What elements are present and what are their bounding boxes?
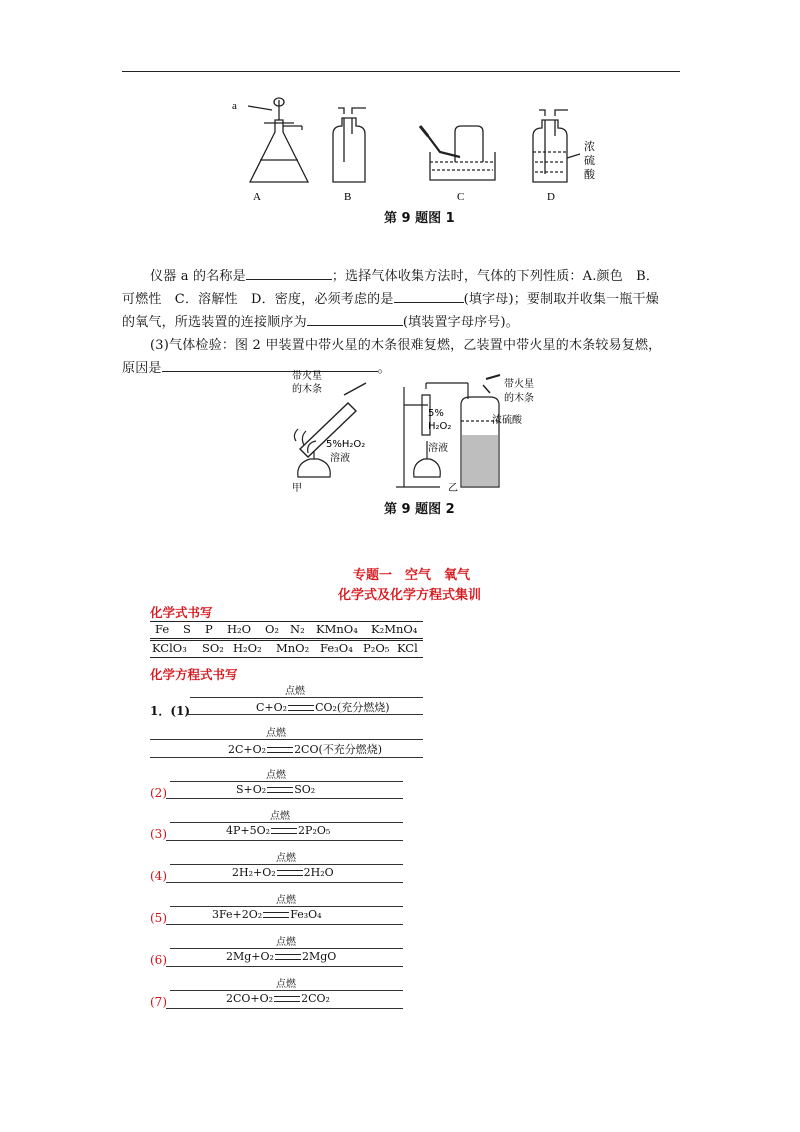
eq-5-text	[212, 908, 322, 921]
q-text: 可燃性 C．溶解性 D．密度，必须考虑的是	[122, 292, 394, 307]
apparatus-d-drying-bottle	[533, 110, 580, 182]
q-text: 的氧气，所选装置的连接顺序为	[122, 315, 307, 330]
apparatus-a-flask	[248, 98, 308, 182]
eq-rule	[170, 906, 403, 907]
eq-rule	[150, 739, 423, 740]
eq-condition: 点燃	[276, 853, 296, 864]
eq-rule	[186, 714, 423, 715]
formula-cell: Fe₃O₄	[320, 641, 353, 655]
eq-right: CO₂(充分燃烧)	[315, 701, 390, 714]
eq-sign	[277, 870, 303, 876]
formula-cell: P₂O₅	[363, 641, 390, 655]
eq-7-text	[226, 992, 330, 1005]
formula-cell: P	[205, 622, 213, 636]
yi-label-solution2: 溶液	[428, 443, 448, 454]
eq-rule	[170, 781, 403, 782]
question-line-2	[122, 288, 682, 311]
eq-right: 2CO(不充分燃烧)	[294, 743, 383, 756]
acid-label-3: 酸	[584, 168, 595, 181]
eq-sign	[274, 996, 300, 1002]
eq-right: 2CO₂	[301, 992, 330, 1005]
acid-label-1: 浓	[584, 140, 595, 153]
formula-cell: O₂	[265, 622, 280, 636]
eq-condition: 点燃	[276, 895, 296, 906]
eq-left: S+O₂	[236, 783, 267, 796]
eq-rule	[166, 966, 403, 967]
eq-rule	[190, 697, 423, 698]
eq-rule	[166, 882, 403, 883]
eq-sign	[267, 747, 293, 753]
eq-left: 2CO+O₂	[226, 992, 274, 1005]
eq-3-text	[226, 824, 330, 837]
eq-condition: 点燃	[266, 728, 286, 739]
eq-rule	[166, 924, 403, 925]
formula-cell: K₂MnO₄	[371, 622, 418, 636]
yi-label-acid: 浓硫酸	[492, 415, 522, 426]
yi-name: 乙	[448, 483, 458, 494]
eq-1b-text	[228, 741, 382, 757]
formula-cell: N₂	[290, 622, 305, 636]
eq-right: Fe₃O₄	[290, 908, 322, 921]
equation-header: 化学方程式书写	[150, 667, 238, 682]
eq-rule	[166, 840, 403, 841]
figure-1-caption: 第 9 题图 1	[384, 211, 455, 226]
section-title: 专题一 空气 氧气	[353, 568, 471, 583]
formula-cell: KMnO₄	[316, 622, 358, 636]
eq-number: (4)	[150, 869, 167, 883]
question-line-1	[150, 265, 690, 288]
eq-number: (2)	[150, 786, 167, 800]
eq-number: 1．(1)	[150, 704, 191, 718]
eq-number: (6)	[150, 953, 167, 967]
label-A: A	[253, 191, 261, 203]
acid-label-2: 硫	[584, 154, 595, 167]
eq-right: 2P₂O₅	[298, 824, 331, 837]
eq-left: 3Fe+2O₂	[212, 908, 263, 921]
formula-cell: Fe	[155, 622, 170, 636]
formula-cell: H₂O₂	[233, 641, 262, 655]
figure-2-apparatus	[278, 365, 548, 495]
answer-blank-properties	[394, 288, 464, 303]
eq-sign	[288, 705, 314, 711]
eq-4-text	[232, 866, 334, 879]
formula-row-1	[150, 621, 423, 639]
apparatus-b-bottle	[333, 108, 366, 182]
eq-left: 4P+5O₂	[226, 824, 271, 837]
eq-condition: 点燃	[276, 937, 296, 948]
formula-header: 化学式书写	[150, 605, 213, 620]
jia-label-solution: 5%H₂O₂	[326, 439, 366, 450]
answer-blank-order	[307, 311, 403, 326]
eq-right: SO₂	[294, 783, 316, 796]
eq-right: 2MgO	[301, 950, 337, 963]
eq-2-text	[236, 783, 315, 796]
eq-condition: 点燃	[276, 979, 296, 990]
q-text: ；选择气体收集方法时，气体的下列性质：A.颜色 B．	[331, 269, 660, 284]
q-text: 。	[377, 361, 391, 376]
q-text: 原因是	[122, 361, 162, 376]
eq-1-text	[256, 699, 390, 715]
label-B: B	[344, 191, 352, 203]
eq-rule	[166, 1008, 403, 1009]
eq-rule	[170, 990, 403, 991]
q-text: (填装置字母序号)。	[402, 315, 519, 330]
formula-cell: KCl	[397, 641, 418, 655]
formula-cell: H₂O	[227, 622, 252, 636]
formula-cell: SO₂	[202, 641, 224, 655]
top-rule	[122, 71, 680, 72]
eq-right: 2H₂O	[303, 866, 334, 879]
eq-left: 2Mg+O₂	[226, 950, 274, 963]
label-a: a	[232, 100, 237, 112]
jia-label-top: 带火星	[292, 371, 322, 382]
jia-label-top2: 的木条	[292, 384, 322, 395]
eq-rule	[170, 864, 403, 865]
yi-label-solution: H₂O₂	[428, 421, 452, 432]
eq-sign	[267, 787, 293, 793]
yi-label-top2: 的木条	[504, 393, 534, 404]
answer-blank-instrument	[246, 265, 332, 280]
question-line-4: (3)气体检验：图 2 甲装置中带火星的木条很难复燃，乙装置中带火星的木条较易复燃，	[150, 338, 662, 353]
eq-sign	[275, 954, 301, 960]
jia-label-solution2: 溶液	[330, 453, 350, 464]
formula-cell: KClO₃	[152, 641, 187, 655]
section-subtitle: 化学式及化学方程式集训	[338, 588, 482, 603]
figure-2-caption: 第 9 题图 2	[384, 502, 455, 517]
eq-condition: 点燃	[266, 770, 286, 781]
eq-condition: 点燃	[285, 686, 305, 697]
label-D: D	[547, 191, 555, 203]
eq-rule	[166, 798, 403, 799]
eq-left: 2H₂+O₂	[232, 866, 276, 879]
q-text: 仪器 a 的名称是	[150, 269, 246, 284]
yi-label-top: 带火星	[504, 379, 534, 390]
eq-rule	[150, 757, 423, 758]
eq-condition: 点燃	[270, 811, 290, 822]
figure-1-apparatus	[220, 92, 600, 207]
apparatus-c-water-trough	[420, 126, 495, 180]
eq-left: C+O₂	[256, 701, 288, 714]
yi-label-pct: 5%	[428, 408, 444, 419]
q-text: (填字母)；要制取并收集一瓶干燥	[463, 292, 659, 307]
eq-6-text	[226, 950, 336, 963]
jia-name: 甲	[292, 483, 302, 494]
formula-row-2	[150, 640, 423, 658]
eq-number: (5)	[150, 911, 167, 925]
label-C: C	[457, 191, 465, 203]
eq-left: 2C+O₂	[228, 743, 267, 756]
question-line-3	[122, 311, 682, 334]
formula-cell: S	[183, 622, 191, 636]
eq-number: (3)	[150, 827, 167, 841]
eq-sign	[271, 828, 297, 834]
eq-sign	[263, 912, 289, 918]
eq-rule	[170, 948, 403, 949]
eq-rule	[170, 822, 403, 823]
eq-number: (7)	[150, 995, 167, 1009]
formula-cell: MnO₂	[276, 641, 310, 655]
